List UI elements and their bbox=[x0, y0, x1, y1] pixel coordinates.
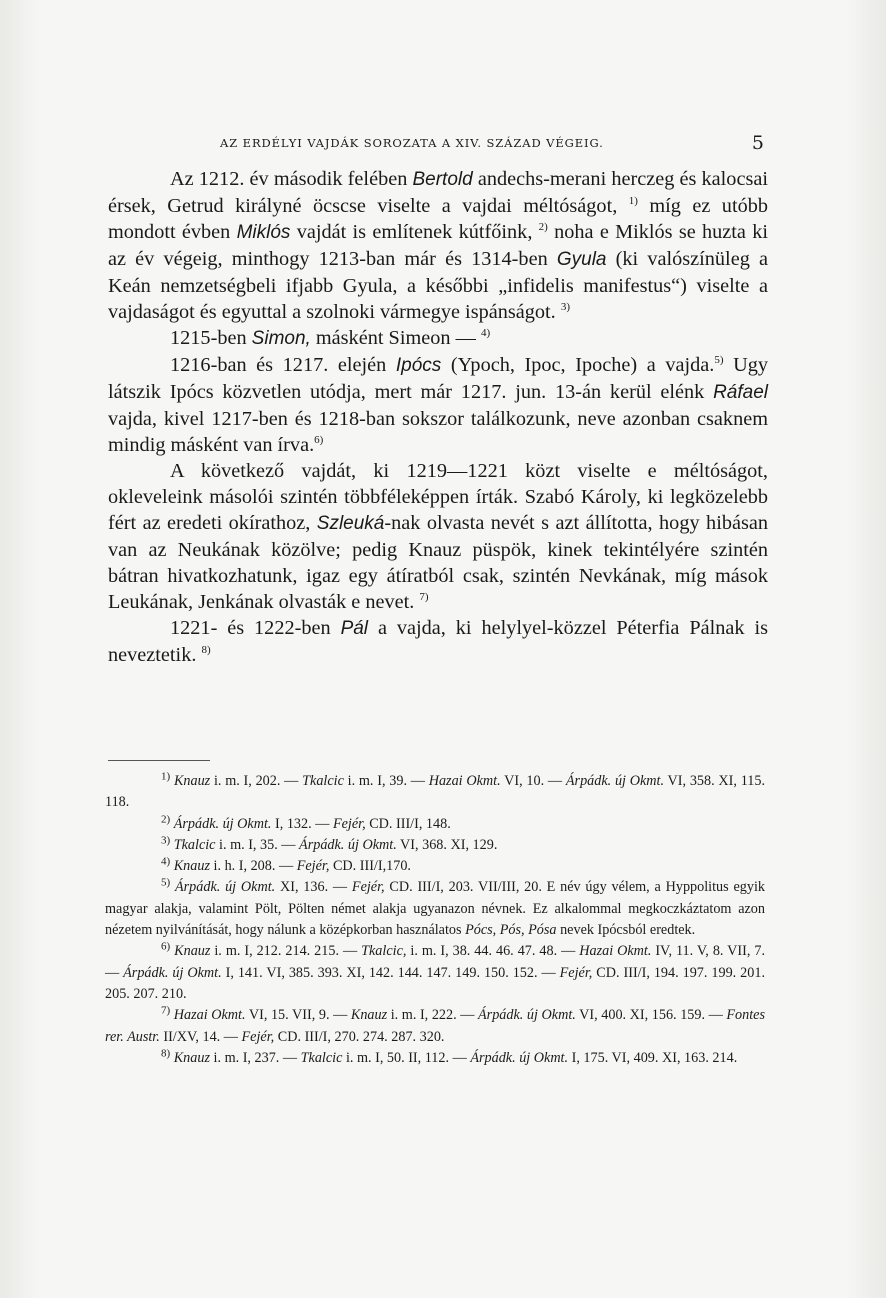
person-name: Gyula bbox=[556, 249, 607, 270]
text-run: i. m. I, 202. — bbox=[210, 773, 303, 789]
text-run: XI, 136. — bbox=[275, 879, 352, 896]
text-run: a vajda, ki helylyel-közzel Péterfia Pálnak is neveztetik. bbox=[108, 617, 768, 666]
footnote bbox=[105, 856, 765, 877]
footnote-marker: 8) bbox=[161, 1047, 171, 1060]
paragraph bbox=[108, 615, 768, 668]
text-run: nevek Ipócsból eredtek. bbox=[556, 922, 696, 939]
footnotes bbox=[105, 771, 765, 1069]
source-title: Árpádk. új Okmt. bbox=[565, 773, 665, 789]
text-run: andechs-merani herczeg és kalocsai érsek, Getrud királyné öcscse viselte a vajdai méltóságot, bbox=[108, 168, 768, 217]
text-run: CD. III/I, 194. 197. 199. 201. 205. 207. 210. bbox=[105, 964, 765, 1002]
footnote-marker: 2) bbox=[161, 812, 171, 825]
text-run: i. m. I, 50. II, 112. — bbox=[342, 1049, 471, 1066]
footnote-marker: 3) bbox=[161, 834, 171, 847]
source-title: Fejér, bbox=[351, 879, 385, 896]
text-run: vajdát is említenek kútfőink, bbox=[290, 221, 539, 243]
source-title: Fejér, bbox=[559, 964, 593, 981]
paragraph bbox=[108, 458, 768, 615]
source-title: Knauz bbox=[173, 773, 211, 789]
footnote bbox=[105, 941, 765, 1005]
footnote-divider bbox=[108, 760, 210, 761]
text-run: I, 132. — bbox=[271, 815, 333, 832]
footnote-marker: 4) bbox=[161, 855, 171, 868]
person-name: Miklós bbox=[236, 222, 291, 243]
text-run: VI, 400. XI, 156. 159. — bbox=[575, 1007, 727, 1024]
text-run: I, 175. VI, 409. XI, 163. 214. bbox=[568, 1049, 738, 1066]
footnote bbox=[105, 835, 765, 856]
source-title: Knauz bbox=[173, 858, 210, 875]
source-title: Tkalcic bbox=[173, 836, 216, 853]
text-run: i. m. I, 35. — bbox=[215, 836, 300, 853]
source-title: Fejér, bbox=[296, 858, 330, 875]
text-run: i. m. I, 237. — bbox=[209, 1049, 301, 1066]
source-title: Hazai Okmt. bbox=[579, 943, 652, 960]
source-title: Pócs, Pós, Pósa bbox=[465, 922, 557, 939]
text-run: VI, 15. VII, 9. — bbox=[245, 1007, 351, 1024]
page-header bbox=[160, 132, 770, 156]
source-title: Árpádk. új Okmt. bbox=[470, 1049, 569, 1066]
text-run: i. m. I, 212. 214. 215. — bbox=[210, 943, 362, 960]
text-run: i. h. I, 208. — bbox=[209, 858, 297, 875]
footnote-marker: 2) bbox=[538, 221, 548, 234]
footnote-marker: 5) bbox=[714, 354, 724, 367]
text-run: VI, 10. — bbox=[500, 773, 566, 789]
text-run: I, 141. VI, 385. 393. XI, 142. 144. 147. 149. 150. 152. — bbox=[221, 964, 560, 981]
source-title: Fontes rer. Austr. bbox=[105, 1007, 766, 1045]
text-run: -nak olvasta nevét s azt állította, hogy hibásan van az Neukának közölve; pedig Knauz püspök, kinek tekintélyére szintén bátran hivatkozhatunk, igaz egy átíratból csak, szintén Nevkának, míg mások Leukának, Jenkának olvasták e nevet. bbox=[108, 512, 769, 613]
source-title: Tkalcic bbox=[300, 1049, 343, 1066]
paragraph bbox=[108, 325, 768, 352]
source-title: Hazai Okmt. bbox=[173, 1007, 246, 1024]
source-title: Fejér, bbox=[332, 815, 366, 832]
text-run: 1221- és 1222-ben bbox=[170, 617, 341, 639]
person-name: Szleuká bbox=[316, 513, 385, 534]
footnote bbox=[105, 1048, 765, 1069]
running-head: AZ ERDÉLYI VAJDÁK SOROZATA A XIV. SZÁZAD VÉGEIG. bbox=[220, 136, 604, 150]
text-run: A következő vajdát, ki 1219—1221 közt viselte e méltóságot, okleveleink másolói szintén többféleképpen írták. Szabó Károly, ki legközelebb fért az eredeti okírathoz, bbox=[108, 460, 768, 534]
text-run: (Ypoch, Ipoc, Ipoche) a vajda. bbox=[441, 354, 715, 376]
text-run: (ki valószínüleg a Keán nemzetségbeli ifjabb Gyula, a későbbi „infidelis manifestus“) viselte a vajdaságot és egyuttal a szolnoki vármegye ispánságot. bbox=[108, 248, 768, 323]
source-title: Hazai Okmt. bbox=[428, 773, 501, 789]
text-run: vajda, kivel 1217-ben és 1218-ban sokszor találkozunk, neve azonban csaknem mindig másként van írva. bbox=[108, 408, 768, 456]
footnote-marker: 6) bbox=[161, 940, 171, 953]
person-name: Ipócs bbox=[395, 355, 442, 376]
text-run: Ugy látszik Ipócs közvetlen utódja, mert már 1217. jun. 13-án kerül elénk bbox=[108, 354, 768, 403]
footnote-marker: 7) bbox=[419, 591, 429, 604]
text-run: 1216-ban és 1217. elején bbox=[170, 354, 396, 376]
footnote-marker: 6) bbox=[314, 434, 324, 447]
footnote-marker: 8) bbox=[201, 644, 211, 657]
source-title: Tkalcic bbox=[302, 773, 344, 789]
text-run: CD. III/I,170. bbox=[329, 858, 411, 875]
footnote bbox=[105, 1005, 765, 1048]
text-run: másként Simeon — bbox=[310, 327, 481, 349]
source-title: Árpádk. új Okmt. bbox=[174, 879, 276, 896]
paragraph bbox=[108, 166, 768, 325]
text-run: CD. III/I, 148. bbox=[365, 815, 451, 832]
person-name: Pál bbox=[340, 618, 369, 639]
source-title: Knauz bbox=[174, 943, 211, 960]
text-run: Az 1212. év második felében bbox=[170, 168, 413, 190]
source-title: Tkalcic, bbox=[361, 943, 407, 960]
person-name: Bertold bbox=[412, 169, 473, 190]
text-run: VI, 368. XI, 129. bbox=[396, 836, 498, 853]
text-run: 1215-ben bbox=[170, 327, 252, 349]
source-title: Árpádk. új Okmt. bbox=[123, 964, 222, 981]
footnote bbox=[105, 814, 765, 835]
footnote-marker: 4) bbox=[480, 327, 491, 340]
footnote-marker: 3) bbox=[560, 301, 570, 314]
footnote-marker: 5) bbox=[161, 876, 171, 889]
footnote bbox=[105, 877, 765, 941]
text-run: i. m. I, 39. — bbox=[343, 773, 429, 789]
text-run: II/XV, 14. — bbox=[159, 1028, 242, 1045]
page-number: 5 bbox=[751, 132, 764, 154]
footnote bbox=[105, 771, 765, 814]
text-run: míg ez utóbb mondott évben bbox=[108, 195, 769, 243]
text-run: CD. III/I, 203. VII/III, 20. E név úgy vélem, a Hyppolitus egyik magyar alakja, valamint Pölt, Pölten német alakja ugyanazon névnek. Ez alkalommal megkoczkáztatom azon nézetem nyilvánítását, hogy nálunk a középkorban használatos bbox=[105, 879, 765, 939]
footnote-marker: 1) bbox=[628, 195, 638, 208]
source-title: Árpádk. új Okmt. bbox=[173, 815, 272, 832]
text-run: noha e Miklós se huzta ki az év végeig, minthogy 1213-ban már és 1314-ben bbox=[108, 221, 768, 270]
text-run: i. m. I, 222. — bbox=[387, 1007, 479, 1024]
source-title: Árpádk. új Okmt. bbox=[299, 836, 397, 853]
paragraph bbox=[108, 352, 768, 458]
source-title: Knauz bbox=[350, 1007, 388, 1024]
text-run: VI, 358. XI, 115. 118. bbox=[105, 773, 765, 811]
person-name: Simon, bbox=[251, 328, 311, 349]
text-run: IV, 11. V, 8. VII, 7. — bbox=[105, 943, 766, 981]
text-run: i. m. I, 38. 44. 46. 47. 48. — bbox=[406, 943, 580, 960]
footnote-marker: 7) bbox=[161, 1004, 171, 1017]
text-run: CD. III/I, 270. 274. 287. 320. bbox=[274, 1028, 445, 1045]
main-text bbox=[108, 166, 768, 668]
footnote-marker: 1) bbox=[161, 770, 171, 783]
source-title: Árpádk. új Okmt. bbox=[478, 1007, 576, 1024]
source-title: Fejér, bbox=[241, 1028, 275, 1045]
person-name: Ráfael bbox=[713, 382, 768, 403]
source-title: Knauz bbox=[173, 1049, 210, 1066]
